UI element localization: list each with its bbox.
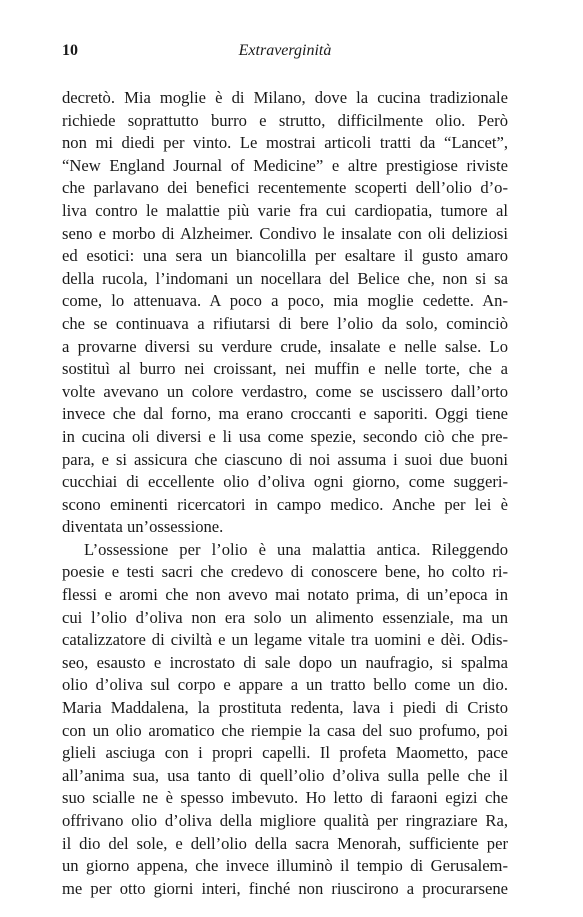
text-line: invece che dal forno, ma erano croccanti e saporiti. Oggi tiene (62, 404, 508, 424)
text-line: L’ossessione per l’olio è una malattia antica. Rileggendo (84, 539, 508, 559)
text-line: liva contro le malattie più varie fra cui cardiopatia, tumore al (62, 200, 508, 220)
text-line: il dio del sole, e dell’olio della sacra Menorah, sufficiente per (62, 833, 508, 853)
text-line: seo, esausto e incrostato di sale dopo un naufragio, si spalma (62, 652, 508, 672)
running-title: Extraverginità (238, 42, 332, 59)
text-line: ed esotici: una sera un biancolilla per esaltare il gusto amaro (62, 246, 508, 266)
text-line: come, lo attenuava. A poco a poco, mia moglie cedette. An- (62, 291, 508, 311)
text-line: diventata un’ossessione. (62, 517, 224, 537)
text-line: Maria Maddalena, la prostituta redenta, lava i piedi di Cristo (62, 698, 508, 718)
text-line: scono eminenti ricercatori in campo medico. Anche per lei è (62, 494, 508, 514)
text-line: cui l’olio d’oliva non era solo un alimento essenziale, ma un (62, 607, 508, 627)
text-line: decretò. Mia moglie è di Milano, dove la cucina tradizionale (62, 88, 508, 107)
text-line: me per otto giorni interi, finché non riuscirono a procurarsene (62, 878, 508, 898)
text-line: volte avevano un colore verdastro, come se uscissero dall’orto (62, 381, 508, 401)
text-line: offrivano olio d’oliva della migliore qualità per ringraziare Ra, (62, 811, 508, 830)
text-line: in cucina oli diversi e li usa come spezie, secondo ciò che pre- (62, 426, 508, 446)
text-line: flessi e aromi che non avevo mai notato prima, di un’epoca in (62, 585, 508, 605)
text-line: olio d’oliva sul corpo e appare a un tratto bello come un dio. (62, 675, 508, 695)
paragraph (62, 539, 508, 901)
page-number: 10 (62, 42, 78, 59)
page-header (62, 42, 508, 64)
text-line: non mi diedi per vinto. Le mostrai articoli tratti da “Lancet”, (62, 133, 508, 153)
text-line: all’anima sua, usa tanto di quell’olio d’oliva sulla pelle che il (62, 765, 508, 785)
text-line: con un olio aromatico che riempie la casa del suo profumo, poi (62, 720, 508, 740)
text-line: para, e si assicura che ciascuno di noi assuma i suoi due buoni (62, 449, 508, 469)
text-line: che parlavano dei benefici recentemente scoperti dell’olio d’o- (62, 178, 508, 198)
text-line: “New England Journal of Medicine” e altre prestigiose riviste (62, 155, 508, 175)
text-line: poesie e testi sacri che credevo di conoscere bene, ho colto ri- (62, 562, 508, 582)
text-line: un giorno appena, che invece illuminò il tempio di Gerusalem- (62, 856, 508, 876)
text-line: della rucola, l’indomani un nocellara del Belice che, non si sa (62, 268, 508, 288)
text-line: a provarne diversi su verdure crude, insalate e nelle salse. Lo (62, 336, 508, 356)
text-line: catalizzatore di civiltà e un legame vitale tra uomini e dèi. Odis- (62, 630, 508, 650)
body-text (62, 87, 508, 900)
text-line: glieli asciuga con i propri capelli. Il profeta Maometto, pace (62, 743, 508, 763)
text-line: suo scialle ne è spesso imbevuto. Ho letto di faraoni egizi che (62, 788, 508, 808)
text-line: richiede soprattutto burro e strutto, difficilmente olio. Però (62, 110, 508, 130)
paragraph (62, 87, 508, 539)
text-line: che se continuava a rifiutarsi di bere l’olio da solo, cominciò (62, 313, 508, 333)
text-line: cucchiai di eccellente olio d’oliva ogni giorno, come suggeri- (62, 472, 508, 492)
text-line: seno e morbo di Alzheimer. Condivo le insalate con oli deliziosi (62, 223, 508, 243)
text-line: sostituì al burro nei croissant, nei muffin e nelle torte, che a (62, 359, 508, 379)
